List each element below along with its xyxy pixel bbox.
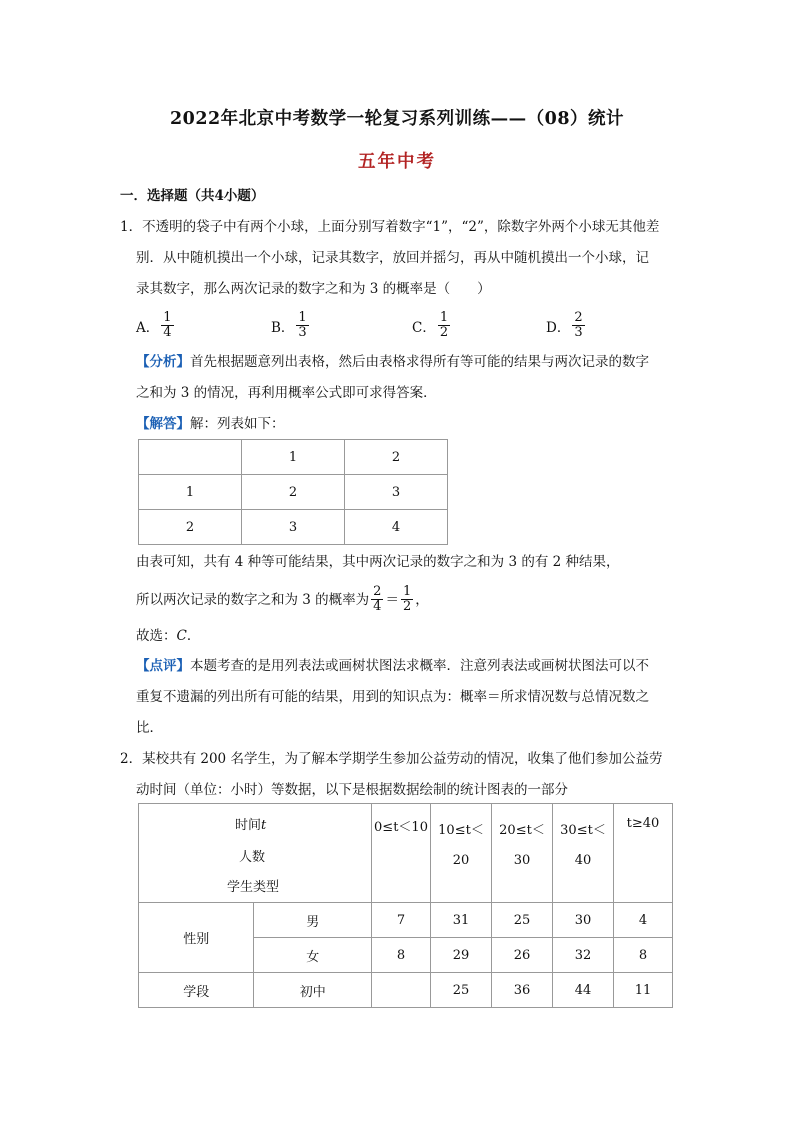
table-row	[139, 510, 448, 545]
table-cell: 30	[553, 903, 614, 938]
q2-line-1: 2．某校共有 200 名学生，为了解本学期学生参加公益劳动的情况，收集了他们参加公益劳	[120, 751, 663, 767]
q1-result-2	[136, 585, 429, 614]
table-cell: 8	[372, 938, 431, 973]
answer-tag: 【解答】	[136, 416, 190, 432]
option-label: B．	[271, 319, 295, 336]
table-cell: 8	[614, 938, 673, 973]
table-row	[139, 475, 448, 510]
q1-line-3: 录其数字，那么两次记录的数字之和为 3 的概率是（ ）	[136, 281, 491, 297]
header-col-1: 0≤t＜10	[372, 804, 431, 903]
q1-analysis-1	[136, 352, 649, 372]
equals-sign: ＝	[385, 591, 399, 608]
table-cell: 31	[431, 903, 492, 938]
table-cell	[372, 973, 431, 1008]
q1-choose	[136, 626, 200, 646]
table-cell: 3	[242, 510, 345, 545]
table-cell: 25	[431, 973, 492, 1008]
table-cell: 1	[139, 475, 242, 510]
frac-num: 2	[373, 584, 382, 599]
q1-option-c	[412, 311, 452, 340]
table-cell: 32	[553, 938, 614, 973]
comment-text: 本题考查的是用列表法或画树状图法求概率．注意列表法或画树状图法可以不	[190, 658, 649, 674]
option-num: 1	[439, 310, 449, 325]
q1-option-a	[136, 311, 176, 340]
frac-den: 4	[373, 599, 382, 614]
section-title: 五年中考	[358, 152, 436, 172]
q2-table	[138, 803, 673, 1008]
header-people: 人数	[239, 850, 266, 865]
section-heading: 一．选择题（共4小题）	[120, 188, 265, 204]
row-group-stage: 学段	[139, 973, 254, 1008]
table-cell: 36	[492, 973, 553, 1008]
row-sub-female: 女	[254, 938, 372, 973]
table-cell: 25	[492, 903, 553, 938]
option-num: 1	[298, 310, 307, 325]
table-row	[139, 903, 673, 938]
header-time: 时间t	[235, 818, 267, 833]
header-col-3: 20≤t＜ 30	[492, 804, 553, 903]
table-cell: 11	[614, 973, 673, 1008]
choose-end: ．	[186, 628, 201, 644]
result-suffix: ，	[415, 591, 429, 608]
frac-den: 2	[402, 599, 412, 614]
table-cell: 1	[242, 440, 345, 475]
table-cell: 26	[492, 938, 553, 973]
table-cell: 4	[345, 510, 448, 545]
table-cell: 2	[139, 510, 242, 545]
table-cell: 7	[372, 903, 431, 938]
analysis-tag: 【分析】	[136, 354, 190, 370]
analysis-text: 首先根据题意列出表格，然后由表格求得所有等可能的结果与两次记录的数字	[190, 354, 649, 370]
q1-answer-intro	[136, 414, 285, 434]
q1-table	[138, 439, 448, 545]
header-type: 学生类型	[227, 880, 280, 895]
option-num: 2	[574, 310, 583, 325]
table-cell: 4	[614, 903, 673, 938]
table-cell: 2	[345, 440, 448, 475]
result-prefix: 所以两次记录的数字之和为 3 的概率为	[136, 591, 370, 608]
option-den: 3	[298, 325, 307, 340]
option-label: A．	[136, 319, 160, 336]
header-col-2: 10≤t＜ 20	[431, 804, 492, 903]
table-cell: 44	[553, 973, 614, 1008]
option-num: 1	[163, 310, 172, 325]
q1-analysis-2: 之和为 3 的情况，再利用概率公式即可求得答案．	[136, 385, 437, 401]
q2-line-2: 动时间（单位：小时）等数据，以下是根据数据绘制的统计图表的一部分	[136, 782, 568, 798]
table-header-diagonal	[139, 804, 372, 903]
table-header-row	[139, 804, 673, 903]
header-col-5: t≥40	[614, 804, 673, 903]
row-sub-junior: 初中	[254, 973, 372, 1008]
choose-letter: C	[176, 628, 187, 644]
page-title: 2022年北京中考数学一轮复习系列训练——（08）统计	[169, 109, 625, 129]
row-group-gender: 性别	[139, 903, 254, 973]
q1-line-2: 别．从中随机摸出一个小球，记录其数字，放回并摇匀，再从中随机摸出一个小球，记	[136, 250, 649, 266]
comment-tag: 【点评】	[136, 658, 190, 674]
table-cell	[139, 440, 242, 475]
table-cell: 29	[431, 938, 492, 973]
q1-option-d	[546, 311, 587, 340]
option-label: D．	[546, 319, 571, 336]
option-den: 4	[163, 325, 172, 340]
frac-num: 1	[402, 584, 412, 599]
choose-label: 故选：	[136, 628, 177, 644]
q1-comment-2: 重复不遗漏的列出所有可能的结果，用到的知识点为：概率＝所求情况数与总情况数之	[136, 689, 649, 705]
q1-result-1: 由表可知，共有 4 种等可能结果，其中两次记录的数字之和为 3 的有 2 种结果，	[136, 554, 620, 570]
answer-text: 解：列表如下：	[190, 416, 285, 432]
table-cell: 3	[345, 475, 448, 510]
option-den: 2	[439, 325, 449, 340]
row-sub-male: 男	[254, 903, 372, 938]
table-cell: 2	[242, 475, 345, 510]
table-row	[139, 973, 673, 1008]
header-col-4: 30≤t＜ 40	[553, 804, 614, 903]
option-label: C．	[412, 319, 436, 336]
option-den: 3	[574, 325, 583, 340]
q1-comment-1	[136, 656, 649, 676]
table-row	[139, 440, 448, 475]
q1-comment-3: 比．	[136, 720, 163, 736]
q1-line-1: 1．不透明的袋子中有两个小球，上面分别写着数字“1”，“2”，除数字外两个小球无其他差	[120, 219, 660, 235]
q1-option-b	[271, 311, 311, 340]
